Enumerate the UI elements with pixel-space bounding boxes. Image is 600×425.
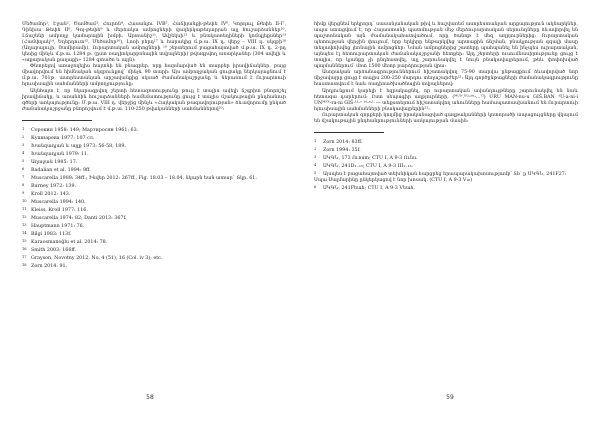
right-page: [300, 0, 600, 425]
footnote: 3 Խանզադյան և այլք 1973: 56-58, 189.: [22, 142, 126, 149]
footnote: 7 Muscarella 1989: 34ff.; Ինվեր 2012: 267ff., Fig. 18.03 – 18.04, նկարն եան ատար` Տկր. 61.: [22, 174, 257, 181]
footnote: 8 Burney 1972: 139.: [22, 182, 77, 189]
right-column: [314, 22, 578, 192]
footnote-rule: [22, 120, 92, 121]
page-number: 58: [146, 394, 154, 401]
footnote: 14 Bilgi 1983: 113f.: [22, 230, 72, 237]
footnote: 4 Խանզադյան 1979: 11.: [22, 150, 89, 157]
footnote: 2 Кушнарева 1977: 107 сл.: [22, 134, 95, 141]
page-number: 59: [446, 394, 454, 401]
footnote: 1 Сорокин 1958: 149; Мартиросян 1961: 63.: [22, 126, 139, 133]
paragraph: հիմք վերցնեմ երկրորդ՝ սասանյանական թիվ և հաշվառեմ ասորեստանյան արքայություն ակնարկներ, ապա ստացվում է, որ Հայաստանի պատմության մեջ մերձուրարտական սերունդները ձևավորվել են պաշտոնական այն ժամանակահատվածում, որը ծանոթ է մեզ աղբյուրներից։ Ուրարտական պետության վերջին փուլում, երբ երկիրը ենթարկվեց արտաքին ճնշման, բնակչության զգալի մասը տեղափոխվեց լեռնային ամրոցներ։ Նման ամրոցներից շատերը պահպանել են ինչպես ուրարտական, այնպես էլ հետուրարտական ժամանակաշրջանի հետքեր։ Այդ շերտերի ուսումնասիրությունը ցույց է տալիս, որ կյանքը չի ընդհատվել, այլ շարունակվել է նույն բնակավայրերում, թեև փոփոխված պայմաններում՝ մոտ 1500 մետր բարձրության վրա։: [314, 22, 578, 70]
footnote: 10 Muscarella 1994: 140.: [22, 198, 86, 205]
footnote: 2 Zorn 1994: 35f.: [314, 146, 361, 153]
footnote: 9 Kroll 2012: 143.: [22, 190, 71, 197]
paragraph: Արդյունքում կարելի է եզրակացնել, որ ուրարտական ավանդույթները շարունակվել են նաև հետագա դարերում։ Ըստ սեպագիր աղբյուրների, (ᴹᵁᴺ.ᴷᵁ-ᵈᵘ-...ᵀᴵ) URU MAN-nu-u GIŠ.BAN ᵈU-a-ni-i UNᴹᴱᴱ-ra-ni GIŠ-ᴸᴵ-ᵒ ¹ᵈ-ᵃ-ᴸ — տեքստերում հիշատակվող անունները համապատասխանում են Ուրարտուի հյուսիսային սահմանների բնակավայրերին²²։: [314, 88, 578, 112]
left-footnotes: [22, 126, 286, 270]
footnote: 16 Smith 2003: 166ff.: [22, 246, 77, 253]
paragraph: Փնտրելով առաջողելիս հայտնի են բնագրեր, որը հարմարված են տարբեր իրավիճակներ, բայց միավորվում են հիմնական սկզբունքով՝ մինչև 90 տարի։ Այս ամբողջական ցուցակը ներկայացնում է մ.թ.ա. 701թ. ասորեստանյան արշավանքից սկսած ժամանակաշրջանը և ներառում է Ուրարտուի հյուսիսային սահմանների ամբողջությունը։: [22, 64, 286, 88]
footnote: 13 Hauptmann 1971: 76.: [22, 222, 85, 229]
footnote: 11 Kleiss, Kroll 1977: 116.: [22, 206, 88, 213]
footnote: 6 ՍԿԳՆ, 241Fեահ; CTU I, A 9-3 Vեահ.: [314, 184, 415, 191]
paragraph: Ուրարտական զորքերի կողմից իրականացված գաղթականների կոտորածի ապացույցները վկայում են մշակութային ընդհանրությունների առկայության մասին։: [314, 112, 578, 124]
footnote: 6 Badalian et al. 1994: 9ff.: [22, 166, 91, 173]
footnote: 1 Zorn 2014: 83ff.: [314, 138, 363, 145]
footnote: 18 Zorn 2014: 91.: [22, 262, 68, 269]
footnote: 17 Grayson, Novotny 2012, No. 4 (51), 16 (Col. iv 3); etc.: [22, 254, 163, 261]
right-footnotes: [314, 138, 578, 192]
footnote: 4 ՍԿԳՆ, 241D₁₋₁₃; CTU I, A 9-3 III₁₋₁₃.: [314, 162, 414, 169]
paragraph: Մեծամոր¹, Էջան², Ծամծամ³, Հուրոն⁴, Հասանլու IVB⁵, Հաճիյանքի-թեփե IV⁶, Կորդուլ Թեփե II-I⁷, Դինխա Թեփե II⁸, Գոյ-թեփե⁹ և մերձակա ամրոցների վաղերկաթեդարյան այլ հուշարձաններ¹⁰, Լճաշենի ամբողջ կամարային խմբի, Արտանիշ¹¹, Ավշեկսի¹² և բնակատեղիների կոմպլեքսներ¹³ (Համփղակ¹⁴, Եղերդուտ¹⁵, Մեծամոր¹⁶), Լոռի բերդ¹⁷ և հարակից մ.թ.ա. IX դ. վերջ – VIII դ. սկզբի¹⁸ (Աղաբալույի, Շամիրամի), Ուրարտական ամրոցների ¹⁹ շերտերում բացահայտված մ.թ.ա. IX դ. 2-րդ կեսից մինչև մ.թ.ա. 1284 թ. (ըստ ռադիոկարբոնային տվյալների) թվագրվող առարկաներ (304 ավելի և «աքարական քաղաքի» 1284 գտածո և այլն):: [22, 22, 286, 64]
footnote: 12 Muscarella 1974: 82; Danti 2013: 367f.: [22, 214, 127, 221]
left-column: [22, 22, 286, 270]
footnote: 5 Աղաջան 1985: 17.: [22, 158, 78, 165]
paragraph: Ակնհայտ է, որ նկարագրվող շերտի հետազոտությունը թույլ է տալիս ավելի ճշգրիտ բնորոշել իրավիճակը, և առանձին հուշարձանների համեմատությունը ցույց է տալիս մշակութային ընդհանուր գծերի առկայությունը։ Մ.թ.ա. VIII դ. վերջից մինչև «Հայկական թագավորության» ձևավորումը ընկած ժամանակաշրջանը բնորոշվում է մ.թ.ա. 110-250 թվականների սահմաններով²⁰։: [22, 88, 286, 112]
footnote: 3 ՍԿԳՆ, 173 Ուոստ; CTU I, A 9-3 Ունս.: [314, 154, 418, 161]
footnote: 5 Այսպես է բացահայտված տեխնիկան հարցրեց հրապարակախոսությամբ՝ Sb՝ ը ՍԿԳՆ, 241F27: Սպա Սալմարինը ընկերկացով է նոր խոսակ. (CTU I, A 9-3 V₁₀): [314, 170, 567, 183]
footnote-rule: [314, 132, 384, 133]
footnote: 15 Karaosmanoğlu et al. 2014: 78.: [22, 238, 108, 245]
right-body-text: [314, 22, 578, 125]
paragraph: Ասորական արձանագրություններում հիշատակվող 75-90 տարվա ընթացքում ձևավորված նոր միջավայրը ցույց է տալիս 200-250 մարդու տեղաշարժեր²¹։ Այդ գործընթացների ժամանակագրությունը հաստատվում է նաև ռադիոածխածնային տվյալներով։: [314, 70, 578, 88]
left-body-text: [22, 22, 286, 113]
